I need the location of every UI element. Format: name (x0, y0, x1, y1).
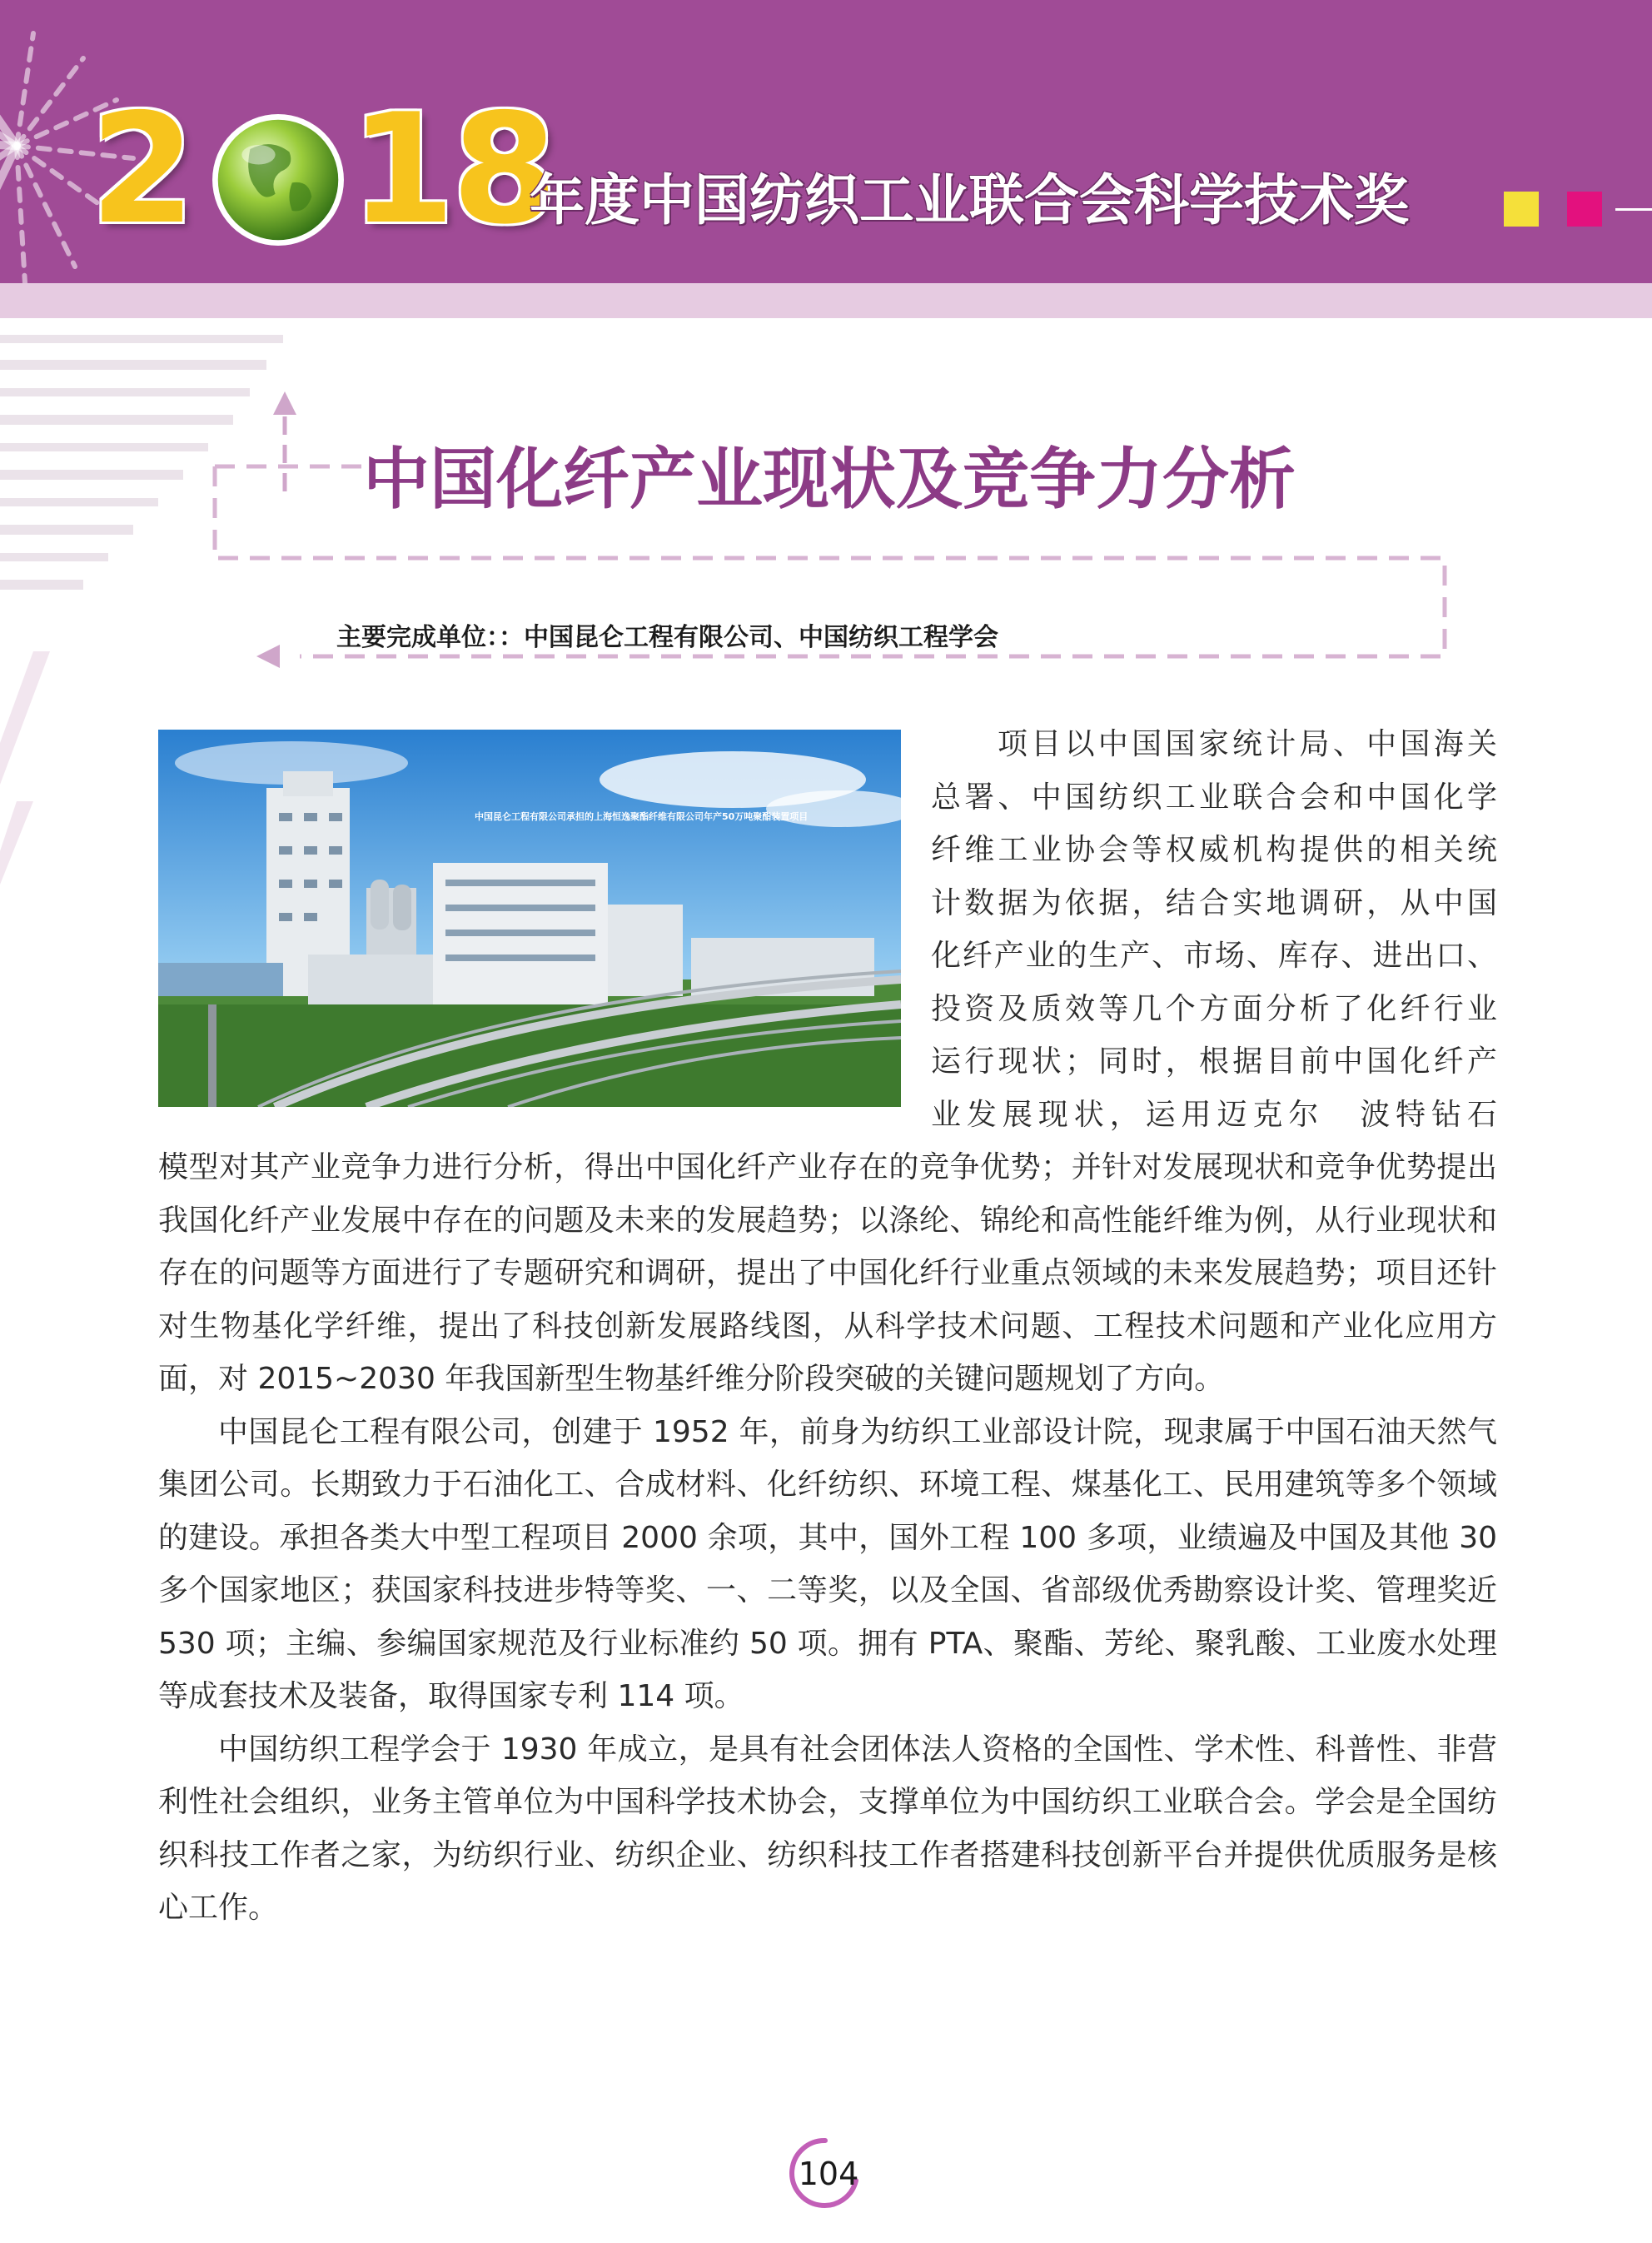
article-title: 中国化纤产业现状及竞争力分析 (363, 441, 1296, 518)
intro-wrapped-text (931, 718, 1497, 1141)
paragraph-textile-society: 中国纺织工程学会于 1930 年成立，是具有社会团体法人资格的全国性、学术性、科普性、非营利性社会组织，业务主管单位为中国科学技术协会，支撑单位为中国纺织工业联合会。学会是全国纺织科技工作者之家，为纺织行业、纺织企业、纺织科技工作者搭建科技创新平台并提供优质服务是核心工作。 (158, 1732, 1497, 1925)
page-number: 104 (798, 2156, 859, 2192)
factory-illustration-icon (158, 730, 901, 1107)
completion-units: 主要完成单位：：中国昆仑工程有限公司、中国纺织工程学会 (336, 623, 998, 652)
header-rule (1615, 208, 1652, 211)
header-band (0, 0, 1652, 283)
body-text (158, 1141, 1497, 1935)
intro-line: 计数据为依据，结合实地调研，从中国 (931, 885, 1497, 920)
photo-caption: 中国昆仑工程有限公司承担的上海恒逸聚酯纤维有限公司年产50万吨聚酯装置项目 (475, 811, 809, 822)
pink-square-icon (1567, 192, 1602, 227)
intro-line: 投资及质效等几个方面分析了化纤行业 (931, 991, 1497, 1026)
header-sub-band (0, 283, 1652, 318)
intro-line: 项目以中国国家统计局、中国海关 (998, 727, 1497, 761)
factory-photo (158, 730, 901, 1107)
yellow-square-icon (1504, 192, 1539, 227)
year-digit-2: 2 (90, 81, 192, 257)
year-digits-18: 18 (350, 81, 555, 257)
paragraph-project-continued: 模型对其产业竞争力进行分析，得出中国化纤产业存在的竞争优势；并针对发展现状和竞争优势提出我国化纤产业发展中存在的问题及未来的发展趋势；以涤纶、锦纶和高性能纤维为例，从行业现状和存在的问题等方面进行了专题研究和调研，提出了中国化纤行业重点领域的未来发展趋势；项目还针对生物基化学纤维，提出了科技创新发展路线图，从科学技术问题、工程技术问题和产业化应用方面，对 2015~2030 年我国新型生物基纤维分阶段突破的关键问题规划了方向。 (158, 1150, 1497, 1396)
intro-line: 化纤产业的生产、市场、库存、进出口、 (931, 939, 1497, 973)
intro-line: 总署、中国纺织工业联合会和中国化学 (931, 780, 1497, 815)
globe-icon (208, 110, 348, 250)
intro-line: 纤维工业协会等权威机构提供的相关统 (931, 833, 1497, 867)
header-title: 年度中国纺织工业联合会科学技术奖 (530, 168, 1409, 232)
paragraph-kunlun-engineering: 中国昆仑工程有限公司，创建于 1952 年，前身为纺织工业部设计院，现隶属于中国石油天然气集团公司。长期致力于石油化工、合成材料、化纤纺织、环境工程、煤基化工、民用建筑等多个领域的建设。承担各类大中型工程项目 2000 余项，其中，国外工程 100 多项，业绩遍及中国及其他 30 多个国家地区；获国家科技进步特等奖、一、二等奖，以及全国、省部级优秀勘察设计奖、管理奖近 530 项；主编、参编国家规范及行业标准约 50 项。拥有 PTA、聚酯、芳纶、聚乳酸、工业废水处理等成套技术及装备，取得国家专利 114 项。 (158, 1414, 1497, 1713)
intro-line: 运行现状；同时，根据目前中国化纤产 (931, 1044, 1497, 1079)
intro-line: 业发展现状，运用迈克尔 波特钻石 (931, 1097, 1497, 1132)
